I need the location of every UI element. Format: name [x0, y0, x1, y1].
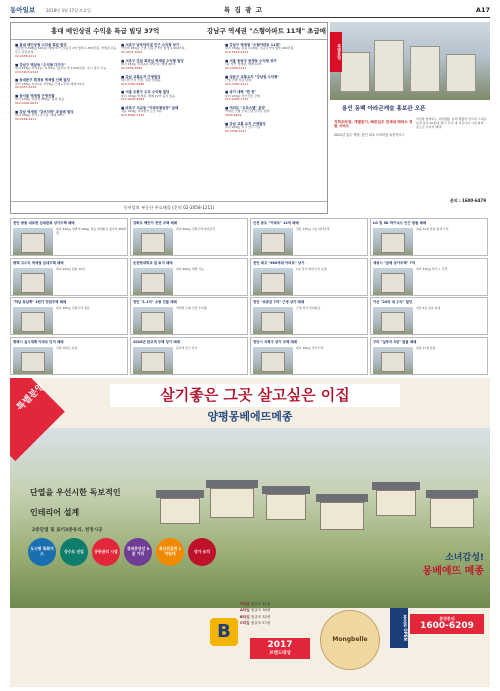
listing-body: 대지 230㎡ 상가건물 급매.: [225, 93, 261, 98]
listing-card-body: 대지 330㎡ 상가 + 주택: [416, 266, 448, 271]
yangpyeong-ad: [10, 378, 490, 687]
listing-card-title: 평택 고수익 역세권 임대주택 매매: [13, 260, 64, 265]
listing-phone: 02-3477-1004: [121, 50, 143, 54]
sales-phone: [410, 614, 484, 634]
ad-lead-line-3: 2층단열 및 로이3중유리, 천정시공: [32, 528, 103, 533]
listing-item: [225, 106, 329, 118]
listing-card-photo: [13, 268, 53, 295]
ad-lead-line-2: 인테리어 설계: [30, 508, 80, 517]
listing-card: [370, 258, 488, 296]
listing-phone: 02-2058-1211: [15, 53, 37, 58]
listing-title: ■ 강남 교통 요지 근생빌딩: [225, 121, 266, 126]
listing-card: [250, 337, 368, 375]
listing-phone: 010-5223-2322: [15, 69, 39, 74]
ad-slogan-brand: 몽베에뜨 메종: [422, 566, 484, 577]
listing-card-title: 2018년 판교역 주택 상가 매매: [133, 339, 180, 344]
listing-card-title: 순천향대학교 앞 토지 매매: [133, 260, 173, 265]
listing-card-photo: [133, 307, 173, 334]
listing-card-body: 전용 135㎡ 고층 바다조망: [296, 227, 330, 231]
listing-card-photo: [13, 347, 53, 374]
listing-phone: 010-9000-6633: [15, 101, 39, 105]
listing-card: [10, 297, 128, 335]
listing-title: ■ 홍대 메인상권 수익용 특급 빌딩: [15, 43, 67, 47]
listing-title: ■ 마포구 서교동 "아파트형공장" 급매: [121, 106, 179, 110]
listing-card-photo: [373, 268, 413, 295]
listing-item: [225, 122, 329, 134]
special-sale-tag: 특별분양: [330, 32, 342, 72]
listing-phone: 1600-6209: [225, 113, 242, 117]
listing-body: 대지 330㎡ 원룸 11세대. 보증금 5억 월세 900만원.: [225, 46, 295, 51]
listing-card-body: 대지 660㎡ 전원주택 바다조망: [176, 227, 216, 231]
listing-card-body: 원룸 17실 만실: [416, 345, 436, 350]
ad-phone: 문의 : 1600-6479: [449, 198, 486, 203]
listing-body: 역세권 소형 오피스텔 선착순 분양.: [225, 109, 271, 114]
listing-title: ■ 강남구 역세권 "스형아파트 11채": [225, 43, 281, 47]
listing-title: ■ 여의도 "오피스텔" 분양: [225, 106, 265, 110]
listing-card: [370, 337, 488, 375]
listing-card: [250, 218, 368, 256]
listing-item: [15, 110, 119, 122]
listing-card-body: 원룸 22실 만실 월세 수익: [416, 227, 449, 231]
feature-circle: 상가 유치: [188, 538, 216, 566]
ad-body: 자연과 함께하는 전원생활. 동백 생활권 인프라 그대로. 분당·판교 30분대 접근. 단지 내 커뮤니티 시설 완비. 중도금 무이자 혜택.: [416, 117, 488, 129]
listing-phone: 010-4300-4211: [225, 81, 249, 86]
unit-type-row: [240, 608, 320, 612]
ad-lead-line-1: 단열을 우선시한 독보적인: [30, 488, 121, 497]
feature-circle: 상수도 인입: [60, 538, 88, 566]
listing-card-title: "하남 동남쪽" 3번가 전원주택 매매: [13, 300, 67, 304]
listing-item: [225, 75, 329, 87]
listing-body: 대지 200㎡ 상가+사무실. 매매 18억.: [15, 113, 65, 117]
listing-card-title: 천안 최고 "600세대 아파트" 상가: [253, 260, 305, 265]
listing-item: [121, 75, 225, 87]
listing-card: [130, 258, 248, 296]
brand-b-logo: B: [210, 618, 238, 646]
listing-phone: 010-9000-8484: [121, 97, 145, 102]
listing-phone: 010-5223-2323: [225, 50, 249, 54]
listing-card-body: 지상 5층 전층 임대: [416, 306, 441, 310]
ad-slogan: 소녀감성!: [445, 553, 484, 563]
listing-body: 대지 330㎡ 연면적 980㎡. 융자 없음.: [15, 97, 66, 102]
feature-circle: 공동관리 시설: [92, 538, 120, 566]
listing-phone: 02-2057-4116: [15, 85, 37, 90]
listing-item: [225, 43, 329, 55]
ad-title: 용인 동백 아라곤캐슬 홍보관 오픈: [342, 106, 426, 112]
listing-body: 연면적 950㎡ 근생. 보증금 3억 월세 1,400만원.: [121, 46, 186, 51]
listing-title: ■ 서울 도봉구 수익 수익형 빌딩: [121, 90, 170, 95]
page-number: A17: [475, 6, 490, 14]
listing-title: ■ 서초구 남부터미널 인근 수익형 상가: [121, 43, 180, 47]
listing-phone: 02-2058-4650: [121, 65, 143, 70]
listing-body: 1층 상가 역세권. 매매 12억.: [225, 62, 263, 66]
listing-phone: 02-2058-1211: [15, 116, 37, 121]
listing-card-title: 천안 "보증금 7억" 근생 상가 매매: [253, 300, 305, 304]
listing-phone: 02-2058-1211: [225, 128, 247, 133]
unit-type-row: [240, 602, 320, 606]
complex-photo: [330, 22, 490, 100]
listing-card: [10, 218, 128, 256]
listing-phone: 010-4300-6488: [121, 81, 145, 86]
listing-body: 대지 200㎡ 즉시 입주 가능.: [225, 125, 262, 129]
feature-circles: [28, 538, 348, 568]
listing-item: [121, 43, 225, 55]
listing-card-photo: [253, 268, 293, 295]
listing-title: ■ 동서울 역세권 근생건물: [15, 94, 55, 98]
listing-title: ■ 서울 송파구 문정동 수익형 상가: [225, 58, 277, 63]
listing-card-body: 대지 264㎡ 원룸 19실: [56, 266, 85, 271]
listing-title: ■ 성동구 교통요지 "강남권 수익형": [225, 74, 280, 79]
listing-card-photo: [133, 268, 173, 295]
listing-phone: 010-6000-1133: [121, 113, 145, 117]
mongbelle-logo: Mongbelle: [320, 610, 380, 670]
listing-card-photo: [13, 307, 53, 334]
listing-card-title: 아산 "24억 대 수익" 빌딩: [373, 300, 413, 304]
unit-type-row: [240, 621, 320, 625]
listing-card-photo: [373, 347, 413, 374]
listing-body: 전용 320㎡ 지하철역 도보 3분.: [121, 109, 163, 114]
listing-item: [15, 78, 119, 90]
listing-body: 대지 235㎡ 지하1층~지상5층. 월수입 약 1,500만원. 즉시 입주 가능.: [15, 65, 108, 70]
listing-title: ■ 강남 역세권 "강서지역" 초급매 빌딩: [15, 109, 74, 114]
award-text: 브랜드대상: [269, 651, 291, 657]
listing-card-photo: [253, 307, 293, 334]
feature-circle: 경의중앙선 3분 거리: [124, 538, 152, 566]
ad-headline: 살기좋은 그곳 살고싶은 이집: [110, 384, 400, 407]
masthead: [10, 4, 490, 18]
unit-type-spec: 철골조 41평: [250, 602, 271, 606]
listing-item: [15, 43, 119, 59]
listing-card: [250, 297, 368, 335]
listing-card-body: 대지 990㎡ 개발 가능: [176, 266, 204, 271]
listing-card: [370, 297, 488, 335]
listing-body: 대지 165㎡ 지하1층 지상6층 근생+주택. 매매 25억.: [15, 81, 85, 86]
listings-column-3: [225, 43, 329, 193]
brand-award: [250, 638, 310, 659]
feature-circle: 도시형 특화거스: [28, 538, 56, 566]
listing-card-title: 구미 "실투자 3천" 원룸 매매: [373, 339, 417, 344]
sales-phone-label: 분양문의: [439, 616, 455, 621]
unit-type-name: C타입: [240, 621, 250, 626]
listing-card-photo: [373, 307, 413, 334]
listing-item: [121, 90, 225, 102]
listing-card-body: 대지 330㎡ 연면적 580㎡ 전층 임대완료 월수익 680만원: [56, 227, 127, 235]
sales-phone-number: 1600-6209: [420, 621, 474, 631]
listing-item: [15, 63, 119, 75]
special-sale-banner-text: 특별분양: [15, 381, 47, 414]
listings-title-left: 홍대 메인상권 수익용 특급 빌딩 37억: [51, 27, 160, 35]
listing-card-body: 근생 상가 임대완료: [296, 306, 321, 310]
award-year: 2017: [267, 640, 293, 650]
listing-card-body: 대지 396㎡ 상가주택: [296, 345, 323, 350]
unit-type-name: B타입: [240, 614, 250, 619]
listings-title-right: 강남구 역세권 "스형아파트 11채" 초급매: [207, 27, 327, 35]
listing-card: [130, 297, 248, 335]
listing-body: 대지 281㎡ 지하2층 지상7층. 매매 48억.: [121, 62, 176, 66]
listings-column-2: [121, 43, 225, 193]
unit-type-spec: 철골조 50평: [250, 608, 271, 613]
listing-title: ■ 상가 대박 "쩐 천": [225, 90, 257, 95]
listing-card-photo: [253, 228, 293, 255]
listing-card-title: 천안 쌍용 대로변 임대완료 상가주택 매매: [13, 221, 75, 225]
listing-card-title: 강화도 해안가 천연 주택 매매: [133, 221, 178, 225]
listings-header: [11, 23, 327, 40]
listing-card-photo: [13, 228, 53, 255]
listing-item: [121, 59, 225, 71]
listing-card-photo: [373, 228, 413, 255]
listings-footer: 동아일보 부동산 주요매물 (문의 02-2058-1211): [11, 201, 327, 213]
unit-types: [240, 602, 320, 628]
unit-type-name: A타입: [240, 608, 250, 613]
listing-card-photo: [253, 347, 293, 374]
listing-body: 근생 전면 전층 임대.: [225, 77, 252, 82]
listing-item: [121, 106, 225, 118]
listing-title: ■ 동대문구 휘경동 역세권 신축 빌딩: [15, 78, 70, 83]
unit-type-spec: 철골조 57평: [250, 621, 271, 626]
ad-brand-name: 양평몽베에뜨메종: [207, 410, 293, 423]
listing-card-body: 대지 495㎡ 전원주택 정원: [56, 306, 90, 310]
listing-card-title: 천안시 서북구 상가 주택 매매: [253, 339, 298, 344]
listing-title: ■ 서초구 강남 최중심 역세권 수익형 빌딩: [121, 58, 184, 63]
listing-item: [15, 94, 119, 106]
unit-type-name: T타입: [240, 602, 250, 606]
listing-title: ■ 강남 교통요지 근생빌딩: [121, 74, 161, 79]
listing-card: [130, 218, 248, 256]
listing-phone: 02-2058-1211: [225, 65, 247, 70]
listing-card: [130, 337, 248, 375]
newspaper-name: 동아일보: [10, 6, 36, 14]
listing-body: 대지 330㎡ 역세권. 매매 22억 융자 있음.: [121, 93, 176, 98]
unit-type-spec: 철골조 52평: [250, 614, 271, 619]
listing-card-title: 평택시 실시계획 아파트 단지 매매: [13, 339, 64, 344]
listing-card-body: 판교역 인근 상가: [176, 345, 198, 350]
listing-card: [10, 337, 128, 375]
section-title: 특 집 광 고: [224, 6, 263, 14]
issue-date: 2018년 3월 17일 토요일: [46, 8, 91, 13]
village-illustration: [10, 428, 490, 608]
ad-subhighlight: 2022년 입주 예정. 용인 최초 프리미엄 타운하우스: [334, 133, 405, 137]
listing-card-title: 세종시 "급매 상가주택" 7억: [373, 260, 416, 265]
feature-circle: 최신의설계 1억원대: [156, 538, 184, 566]
listing-phone: 010-9000-7733: [225, 97, 249, 102]
listing-title: ■ 강남구 역삼동 "수익형 다가구": [15, 62, 66, 67]
listing-card-photo: [133, 228, 173, 255]
listing-card-body: 1층 상가 임대 수익 보장: [296, 266, 327, 271]
listing-item: [225, 59, 329, 71]
open-tag: 홍보관 OPEN: [390, 608, 408, 648]
mongbelle-ad: [330, 22, 490, 214]
listings-column-1: [15, 43, 119, 193]
listing-card: [250, 258, 368, 296]
listing-card-title: 천안 "1.1억" 소형 건물 매매: [133, 300, 177, 304]
listing-body: 건물면적 398㎡(120평) 매매 37억 보증금 2억 월세 1,350만원. 역세권 유동인구 밀집지역.: [15, 46, 117, 54]
listing-item: [225, 90, 329, 102]
listing-card-photo: [133, 347, 173, 374]
listing-card-title: 인천 송도 "아파트" 12억 매매: [253, 221, 299, 225]
listing-card: [370, 218, 488, 256]
listing-body: 대로변 코너 건물. 전층 임대중.: [121, 77, 162, 82]
unit-type-row: [240, 615, 320, 619]
listing-card-title: LG 및 SK 하이닉스 인근 원룸 매매: [373, 221, 427, 225]
listing-grid: [10, 218, 490, 376]
listing-card: [10, 258, 128, 296]
real-estate-listings-box: [10, 22, 328, 214]
ad-highlight: 지하주차장, 개별등기, 빠른입주 전세대 테라스 정원 서비스: [334, 120, 413, 129]
listing-card-body: 신축 아파트 분양: [56, 345, 78, 350]
listing-card-body: 역세권 소형 건물 수익형: [176, 306, 207, 310]
